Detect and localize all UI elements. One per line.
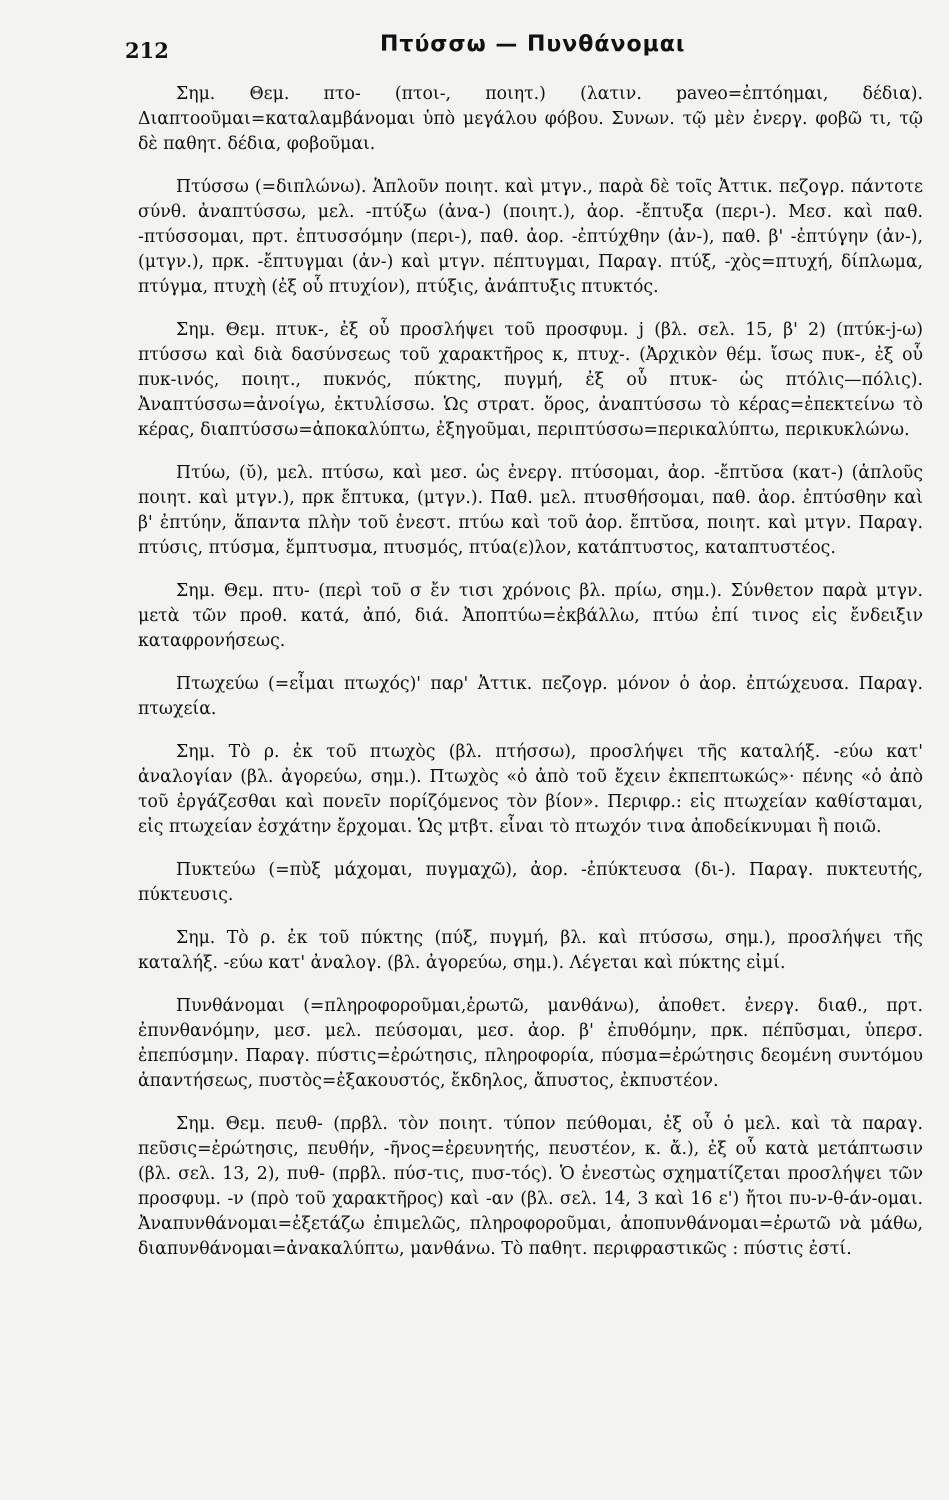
page-body <box>138 82 923 1262</box>
note-paragraph: Σημ. Θεμ. πευθ- (πρβλ. τὸν ποιητ. τύπον πεύθομαι, ἐξ οὗ ὁ μελ. καὶ τὰ παραγ. πεῦσις=ἐρώτησις, πευθήν, -ῆνος=ἐρευνητής, πευστέον, κ. ἄ.), ἐξ οὗ κατὰ μετάπτωσιν (βλ. σελ. 13, 2), πυθ- (πρβλ. πύσ-τις, πυσ-τός). Ὁ ἐνεστὼς σχηματίζεται προσλήψει τῶν προσφυμ. -ν (πρὸ τοῦ χαρακτῆρος) καὶ -αν (βλ. σελ. 14, 3 καὶ 16 ε') ἤτοι πυ-ν-θ-άν-ομαι. Ἀναπυνθάνομαι=ἐξετάζω ἐπιμελῶς, πληροφοροῦμαι, ἀποπυνθάνομαι=ἐρωτῶ νὰ μάθω, διαπυνθάνομαι=ἀνακαλύπτω, μανθάνω. Τὸ παθητ. περιφραστικῶς : πύστις ἐστί. <box>138 1114 923 1259</box>
entry-paragraph: Πτύσσω (=διπλώνω). Ἁπλοῦν ποιητ. καὶ μτγν., παρὰ δὲ τοῖς Ἀττικ. πεζογρ. πάντοτε σύνθ. ἀναπτύσσω, μελ. -πτύξω (ἀνα-) (ποιητ.), ἀορ. -ἔπτυξα (περι-). Μεσ. καὶ παθ. -πτύσσομαι, πρτ. ἐπτυσσόμην (περι-), παθ. ἀορ. -ἐπτύχθην (ἀν-), παθ. β' -ἐπτύγην (ἀν-), (μτγν.), πρκ. -ἔπτυγμαι (ἀν-) καὶ μτγν. πέπτυγμαι, Παραγ. πτύξ, -χὸς=πτυχή, δίπλωμα, πτύγμα, πτυχὴ (ἐξ οὗ πτυχίον), πτύξις, ἀνάπτυξις πτυκτός. <box>138 177 923 297</box>
entry-paragraph: Πτωχεύω (=εἶμαι πτωχός)' παρ' Ἀττικ. πεζογρ. μόνον ὁ ἀορ. ἐπτώχευσα. Παραγ. πτωχεία. <box>138 674 923 719</box>
note-paragraph: Σημ. Θεμ. πτυκ-, ἐξ οὗ προσλήψει τοῦ προσφυμ. j (βλ. σελ. 15, β' 2) (πτύκ-j-ω) πτύσσω καὶ διὰ δασύνσεως τοῦ χαρακτῆρος κ, πτυχ-. (Ἀρχικὸν θέμ. ἴσως πυκ-, ἐξ οὗ πυκ-ινός, ποιητ., πυκνός, πύκτης, πυγμή, ἐξ οὗ πτυκ- ὡς πτόλις—πόλις). Ἀναπτύσσω=ἀνοίγω, ἐκτυλίσσω. Ὡς στρατ. ὅρος, ἀναπτύσσω τὸ κέρας=ἐπεκτείνω τὸ κέρας, διαπτύσσω=ἀποκαλύπτω, ἐξηγοῦμαι, περιπτύσσω=περικαλύπτω, περικυκλώνω. <box>138 320 923 440</box>
entry-paragraph: Πυκτεύω (=πὺξ μάχομαι, πυγμαχῶ), ἀορ. -ἐπύκτευσα (δι-). Παραγ. πυκτευτής, πύκτευσις. <box>138 860 923 905</box>
note-paragraph: Σημ. Θεμ. πτο- (πτοι-, ποιητ.) (λατιν. paveo=ἐπτόημαι, δέδια). Διαπτοοῦμαι=καταλαμβάνομαι ὑπὸ μεγάλου φόβου. Συνων. τῷ μὲν ἐνεργ. φοβῶ τι, τῷ δὲ παθητ. δέδια, φοβοῦμαι. <box>138 84 923 154</box>
page-number: 212 <box>125 38 169 63</box>
note-paragraph: Σημ. Τὸ ρ. ἐκ τοῦ πτωχὸς (βλ. πτήσσω), προσλήψει τῆς καταλήξ. -εύω κατ' ἀναλογίαν (βλ. ἀγορεύω, σημ.). Πτωχὸς «ὁ ἀπὸ τοῦ ἔχειν ἐκπεπτωκώς»· πένης «ὁ ἀπὸ τοῦ ἐργάζεσθαι καὶ πονεῖν πορίζόμενος τὸν βίον». Περιφρ.: εἰς πτωχείαν καθίσταμαι, εἰς πτωχείαν ἐσχάτην ἔρχομαι. Ὡς μτβτ. εἶναι τὸ πτωχόν τινα ἀποδείκνυμαι ἢ ποιῶ. <box>138 742 923 837</box>
running-head: Πτύσσω — Πυνθάνομαι <box>380 32 686 57</box>
entry-paragraph: Πτύω, (ῠ), μελ. πτύσω, καὶ μεσ. ὡς ἐνεργ. πτύσομαι, ἀορ. -ἔπτῠσα (κατ-) (ἁπλοῦς ποιητ. καὶ μτγν.), πρκ ἔπτυκα, (μτγν.). Παθ. μελ. πτυσθήσομαι, παθ. ἀορ. ἐπτύσθην καὶ β' ἐπτύην, ἅπαντα πλὴν τοῦ ἐνεστ. πτύω καὶ τοῦ ἀορ. ἔπτῠσα, ποιητ. καὶ μτγν. Παραγ. πτύσις, πτύσμα, ἔμπτυσμα, πτυσμός, πτύα(ε)λον, κατάπτυστος, καταπτυστέος. <box>138 463 923 558</box>
note-paragraph: Σημ. Τὸ ρ. ἐκ τοῦ πύκτης (πύξ, πυγμή, βλ. καὶ πτύσσω, σημ.), προσλήψει τῆς καταλήξ. -εύω κατ' ἀναλογ. (βλ. ἀγορεύω, σημ.). Λέγεται καὶ πύκτης εἰμί. <box>138 928 923 973</box>
note-paragraph: Σημ. Θεμ. πτυ- (περὶ τοῦ σ ἔν τισι χρόνοις βλ. πρίω, σημ.). Σύνθετον παρὰ μτγν. μετὰ τῶν προθ. κατά, ἀπό, διά. Ἀποπτύω=ἐκβάλλω, πτύω ἐπί τινος εἰς ἔνδειξιν καταφρονήσεως. <box>138 581 923 651</box>
entry-paragraph: Πυνθάνομαι (=πληροφοροῦμαι,ἐρωτῶ, μανθάνω), ἀποθετ. ἐνεργ. διαθ., πρτ. ἐπυνθανόμην, μεσ. μελ. πεύσομαι, μεσ. ἀορ. β' ἐπυθόμην, πρκ. πέπῦσμαι, ὑπερσ. ἐπεπύσμην. Παραγ. πύστις=ἐρώτησις, πληροφορία, πύσμα=ἐρώτησις δεομένη συντόμου ἀπαντήσεως, πυστὸς=ἐξακουστός, ἔκδηλος, ἄπυστος, ἐκπυστέον. <box>138 996 923 1091</box>
page-header <box>125 32 889 66</box>
